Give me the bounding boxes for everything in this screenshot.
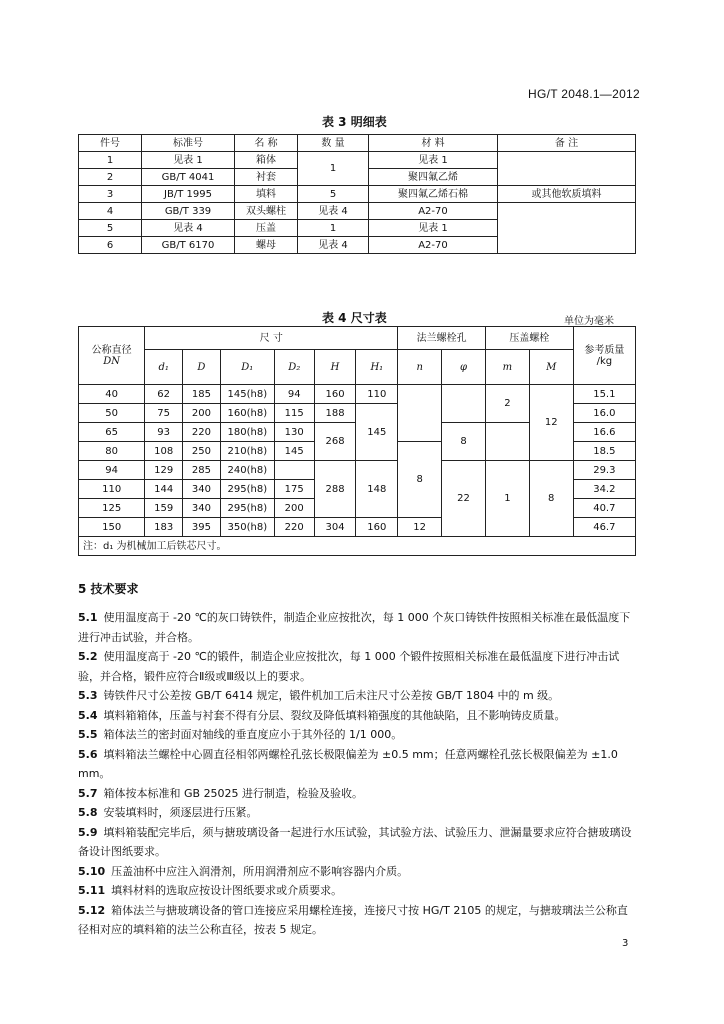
table3-cell: 见表 1 (369, 152, 498, 169)
H1-cell: 110 (356, 385, 398, 404)
D2-cell: 175 (274, 480, 314, 499)
dims-header: 尺 寸 (145, 327, 398, 350)
table3-cell: 见表 1 (142, 152, 235, 169)
table3-cell: 双头螺柱 (235, 203, 298, 220)
table3-title: 表 3 明细表 (322, 115, 387, 129)
table3-cell: 6 (79, 237, 142, 254)
table3-cell: 见表 4 (298, 203, 369, 220)
item-text: 铸铁件尺寸公差按 GB/T 6414 规定，锻件机加工后未注尺寸公差按 GB/T 1804 中的 m 级。 (103, 689, 560, 702)
table3-cell: 1 (79, 152, 142, 169)
table4-unit: 单位为毫米 (564, 316, 614, 327)
table3 (78, 134, 636, 254)
mass-label: 参考质量 (584, 344, 625, 356)
table3-cell: JB/T 1995 (142, 186, 235, 203)
item-number: 5.10 (78, 864, 106, 878)
mass-cell: 16.6 (573, 423, 635, 442)
D2-cell: 115 (274, 404, 314, 423)
table4-subheader-row (79, 350, 636, 385)
D2-cell: 200 (274, 499, 314, 518)
item-text: 使用温度高于 -20 ℃的锻件，制造企业应按批次，每 1 000 个锻件按照相关标准在最低温度下进行冲击试验，并合格，锻件应符合Ⅱ级或Ⅲ级以上的要求。 (78, 650, 620, 683)
item-number: 5.11 (78, 884, 106, 897)
table4-title: 表 4 尺寸表 (322, 311, 387, 325)
H-cell: 268 (314, 423, 356, 461)
list-item (78, 745, 636, 784)
mass-unit: /kg (596, 355, 613, 367)
D-cell: 185 (183, 385, 221, 404)
H1-cell: 145 (356, 404, 398, 461)
H-cell: 288 (314, 461, 356, 518)
item-number: 5.5 (78, 728, 98, 741)
list-item (78, 686, 636, 706)
phi-cell: 22 (442, 461, 486, 537)
d1-header: d₁ (145, 350, 183, 385)
mass-header (573, 327, 635, 385)
table3-cell: 见表 4 (298, 237, 369, 254)
d1-cell: 144 (145, 480, 183, 499)
H-cell: 188 (314, 404, 356, 423)
D1-cell: 180(h8) (220, 423, 274, 442)
item-number: 5.4 (78, 708, 98, 722)
D1-cell: 240(h8) (220, 461, 274, 480)
item-number: 5.2 (78, 650, 98, 663)
section5-title: 5 技术要求 (78, 582, 139, 596)
table3-header: 件号 (79, 135, 142, 152)
item-text: 箱体按本标准和 GB 25025 进行制造，检验及验收。 (103, 786, 364, 800)
dn-cell: 65 (79, 423, 145, 442)
list-item (78, 901, 636, 940)
D-cell: 250 (183, 442, 221, 461)
list-item (78, 608, 636, 647)
phi-cell (442, 385, 486, 423)
table3-cell: 衬套 (235, 169, 298, 186)
gland-bolts-header: 压盖螺栓 (485, 327, 573, 350)
mass-cell: 34.2 (573, 480, 635, 499)
n-header: n (398, 350, 442, 385)
mass-cell: 15.1 (573, 385, 635, 404)
table3-header: 名 称 (235, 135, 298, 152)
dn-cell: 125 (79, 499, 145, 518)
item-text: 压盖油杯中应注入润滑剂，所用润滑剂应不影响容器内介质。 (111, 864, 409, 878)
D1-cell: 295(h8) (220, 499, 274, 518)
mass-cell: 29.3 (573, 461, 635, 480)
D2-cell: 145 (274, 442, 314, 461)
table3-cell: GB/T 339 (142, 203, 235, 220)
table4-note-row (79, 537, 636, 556)
list-item (78, 881, 636, 901)
table-row (79, 385, 636, 404)
d1-cell: 129 (145, 461, 183, 480)
standard-code: HG/T 2048.1—2012 (528, 87, 640, 101)
D-cell: 220 (183, 423, 221, 442)
list-item (78, 784, 636, 804)
item-number: 5.6 (78, 747, 98, 761)
item-text: 填料箱法兰螺栓中心圆直径相邻两螺栓孔弦长极限偏差为 ±0.5 mm；任意两螺栓孔弦长极限偏差为 ±1.0 mm。 (78, 747, 618, 780)
n-cell: 12 (398, 518, 442, 537)
d1-cell: 108 (145, 442, 183, 461)
table3-cell: 聚四氟乙烯 (369, 169, 498, 186)
m-cell: 2 (485, 385, 529, 423)
table3-cell: 填料 (235, 186, 298, 203)
table3-cell: 螺母 (235, 237, 298, 254)
table3-cell: GB/T 6170 (142, 237, 235, 254)
item-text: 箱体法兰的密封面对轴线的垂直度应小于其外径的 1/1 000。 (103, 728, 403, 741)
D1-cell: 295(h8) (220, 480, 274, 499)
item-number: 5.7 (78, 786, 98, 800)
D-cell: 285 (183, 461, 221, 480)
D-cell: 340 (183, 480, 221, 499)
item-text: 使用温度高于 -20 ℃的灰口铸铁件，制造企业应按批次，每 1 000 个灰口铸铁件按照相关标准在最低温度下进行冲击试验，并合格。 (78, 611, 631, 644)
table3-cell: 或其他软质填料 (498, 186, 636, 203)
d1-cell: 75 (145, 404, 183, 423)
D1-cell: 160(h8) (220, 404, 274, 423)
table3-cell: 4 (79, 203, 142, 220)
dn-cell: 80 (79, 442, 145, 461)
H1-header: H₁ (356, 350, 398, 385)
M-header: M (529, 350, 573, 385)
list-item (78, 706, 636, 726)
d1-cell: 62 (145, 385, 183, 404)
mass-cell: 40.7 (573, 499, 635, 518)
D-cell: 395 (183, 518, 221, 537)
table3-header: 材 料 (369, 135, 498, 152)
D2-cell (274, 461, 314, 480)
table3-header: 标准号 (142, 135, 235, 152)
table3-cell: 箱体 (235, 152, 298, 169)
mass-cell: 16.0 (573, 404, 635, 423)
D2-cell: 94 (274, 385, 314, 404)
table3-cell: 5 (79, 220, 142, 237)
D1-header: D₁ (220, 350, 274, 385)
d1-cell: 93 (145, 423, 183, 442)
D-header: D (183, 350, 221, 385)
D2-header: D₂ (274, 350, 314, 385)
item-text: 填料材料的选取应按设计图纸要求或介质要求。 (111, 884, 343, 897)
table4-header-row (79, 327, 636, 350)
item-number: 5.12 (78, 903, 106, 917)
item-number: 5.3 (78, 689, 98, 702)
table3-header-row (79, 135, 636, 152)
dn-symbol: DN (103, 355, 121, 367)
table3-cell: 见表 1 (369, 220, 498, 237)
table3-cell: 聚四氟乙烯石棉 (369, 186, 498, 203)
item-text: 填料箱装配完毕后，须与搪玻璃设备一起进行水压试验，其试验方法、试验压力、泄漏量要求应符合搪玻璃设备设计图纸要求。 (78, 825, 632, 858)
table3-cell: GB/T 4041 (142, 169, 235, 186)
requirements-list (78, 608, 636, 940)
table3-cell (498, 203, 636, 254)
H-cell: 304 (314, 518, 356, 537)
table-row (79, 461, 636, 480)
dn-header (79, 327, 145, 385)
D-cell: 340 (183, 499, 221, 518)
dn-cell: 50 (79, 404, 145, 423)
table3-cell: 5 (298, 186, 369, 203)
item-number: 5.9 (78, 825, 98, 839)
D-cell: 200 (183, 404, 221, 423)
table4 (78, 326, 636, 556)
list-item (78, 647, 636, 686)
item-text: 安装填料时，须逐层进行压紧。 (103, 806, 258, 819)
table3-cell: 3 (79, 186, 142, 203)
n-cell: 8 (398, 442, 442, 518)
item-number: 5.1 (78, 611, 98, 624)
M-cell: 12 (529, 385, 573, 461)
D1-cell: 145(h8) (220, 385, 274, 404)
dn-label: 公称直径 (91, 344, 132, 356)
H-header: H (314, 350, 356, 385)
table-row (79, 152, 636, 169)
d1-cell: 159 (145, 499, 183, 518)
flange-holes-header: 法兰螺栓孔 (398, 327, 486, 350)
H-cell: 160 (314, 385, 356, 404)
d1-cell: 183 (145, 518, 183, 537)
table3-cell: 2 (79, 169, 142, 186)
table3-cell: 1 (298, 220, 369, 237)
table3-cell: A2-70 (369, 237, 498, 254)
phi-header: φ (442, 350, 486, 385)
M-cell: 8 (529, 461, 573, 537)
table-row (79, 203, 636, 220)
table3-cell: A2-70 (369, 203, 498, 220)
mass-cell: 46.7 (573, 518, 635, 537)
list-item (78, 823, 636, 862)
n-cell (398, 385, 442, 442)
table3-cell: 压盖 (235, 220, 298, 237)
table4-note: 注：d₁ 为机械加工后铁芯尺寸。 (79, 537, 636, 556)
H1-cell: 160 (356, 518, 398, 537)
H1-cell: 148 (356, 461, 398, 518)
list-item (78, 803, 636, 823)
m-cell: 1 (485, 461, 529, 537)
page-number: 3 (622, 938, 629, 949)
dn-cell: 150 (79, 518, 145, 537)
D2-cell: 220 (274, 518, 314, 537)
table3-cell (498, 152, 636, 186)
item-text: 箱体法兰与搪玻璃设备的管口连接应采用螺栓连接，连接尺寸按 HG/T 2105 的规定，与搪玻璃法兰公称直径相对应的填料箱的法兰公称直径，按表 5 规定。 (78, 903, 628, 936)
table3-header: 备 注 (498, 135, 636, 152)
table3-cell: 1 (298, 152, 369, 186)
mass-cell: 18.5 (573, 442, 635, 461)
item-text: 填料箱箱体，压盖与衬套不得有分层、裂纹及降低填料箱强度的其他缺陷，且不影响铸皮质量。 (103, 708, 566, 722)
table-row (79, 186, 636, 203)
item-number: 5.8 (78, 806, 98, 819)
D1-cell: 210(h8) (220, 442, 274, 461)
phi-cell: 8 (442, 423, 486, 461)
dn-cell: 110 (79, 480, 145, 499)
dn-cell: 40 (79, 385, 145, 404)
list-item (78, 862, 636, 882)
D1-cell: 350(h8) (220, 518, 274, 537)
m-cell (485, 423, 529, 461)
m-header: m (485, 350, 529, 385)
D2-cell: 130 (274, 423, 314, 442)
table3-header: 数 量 (298, 135, 369, 152)
table3-cell: 见表 4 (142, 220, 235, 237)
dn-cell: 94 (79, 461, 145, 480)
list-item (78, 725, 636, 745)
